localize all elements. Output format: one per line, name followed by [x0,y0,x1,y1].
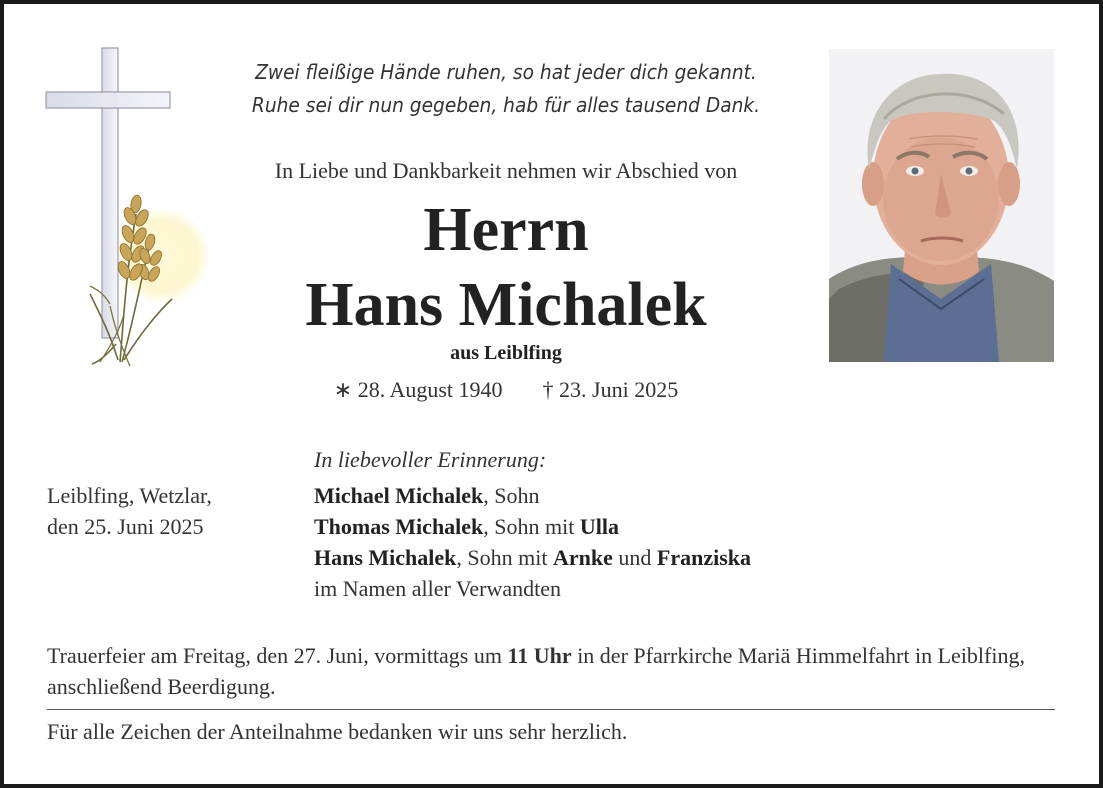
mourner-name: Hans Michalek [314,545,457,570]
mourner-line [314,511,874,542]
mourner-name: Michael Michalek [314,483,484,508]
life-dates [200,377,812,403]
relation: , Sohn mit [456,545,553,570]
memorial-verse [200,56,812,122]
birth-date: ∗ 28. August 1940 [333,377,503,402]
deceased-name: Hans Michalek [305,271,707,339]
mourner-name: Thomas Michalek [314,514,484,539]
mourner-line [314,542,874,573]
conjunction: und [612,545,657,570]
death-date: † 23. Juni 2025 [542,377,679,402]
date-line: den 25. Juni 2025 [47,514,204,539]
mourner-line: im Namen aller Verwandten [314,576,562,601]
cross-with-wheat-icon [40,44,210,374]
divider [47,709,1055,710]
origin: aus Leiblfing [450,342,562,364]
mourners-list [314,444,874,604]
mourner-line [314,480,874,511]
service-time: 11 Uhr [507,643,572,668]
relation: , Sohn mit [483,514,580,539]
partner-name: Arnke [552,545,613,570]
partner-name: Ulla [579,514,619,539]
place-line: Leiblfing, Wetzlar, [47,483,212,508]
mourners-heading: In liebevoller Erinnerung: [314,447,547,472]
relation: , Sohn [483,483,540,508]
verse-line: Zwei fleißige Hände ruhen, so hat jeder dich gekannt. [255,60,757,84]
service-info [47,640,1057,702]
partner-name: Franziska [656,545,751,570]
farewell-intro: In Liebe und Dankbarkeit nehmen wir Abschied von [274,158,738,183]
salutation: Herrn [423,196,589,264]
service-text: in der Pfarrkirche Mariä Himmelfahrt in Leiblfing, anschließend Beerdigung. [47,643,1025,699]
portrait-photo [829,49,1054,362]
verse-line: Ruhe sei dir nun gegeben, hab für alles tausend Dank. [251,93,761,117]
place-and-date [47,480,297,542]
service-text: Trauerfeier am Freitag, den 27. Juni, vormittags um [47,643,508,668]
thanks-note: Für alle Zeichen der Anteilnahme bedanken wir uns sehr herzlich. [47,719,628,744]
